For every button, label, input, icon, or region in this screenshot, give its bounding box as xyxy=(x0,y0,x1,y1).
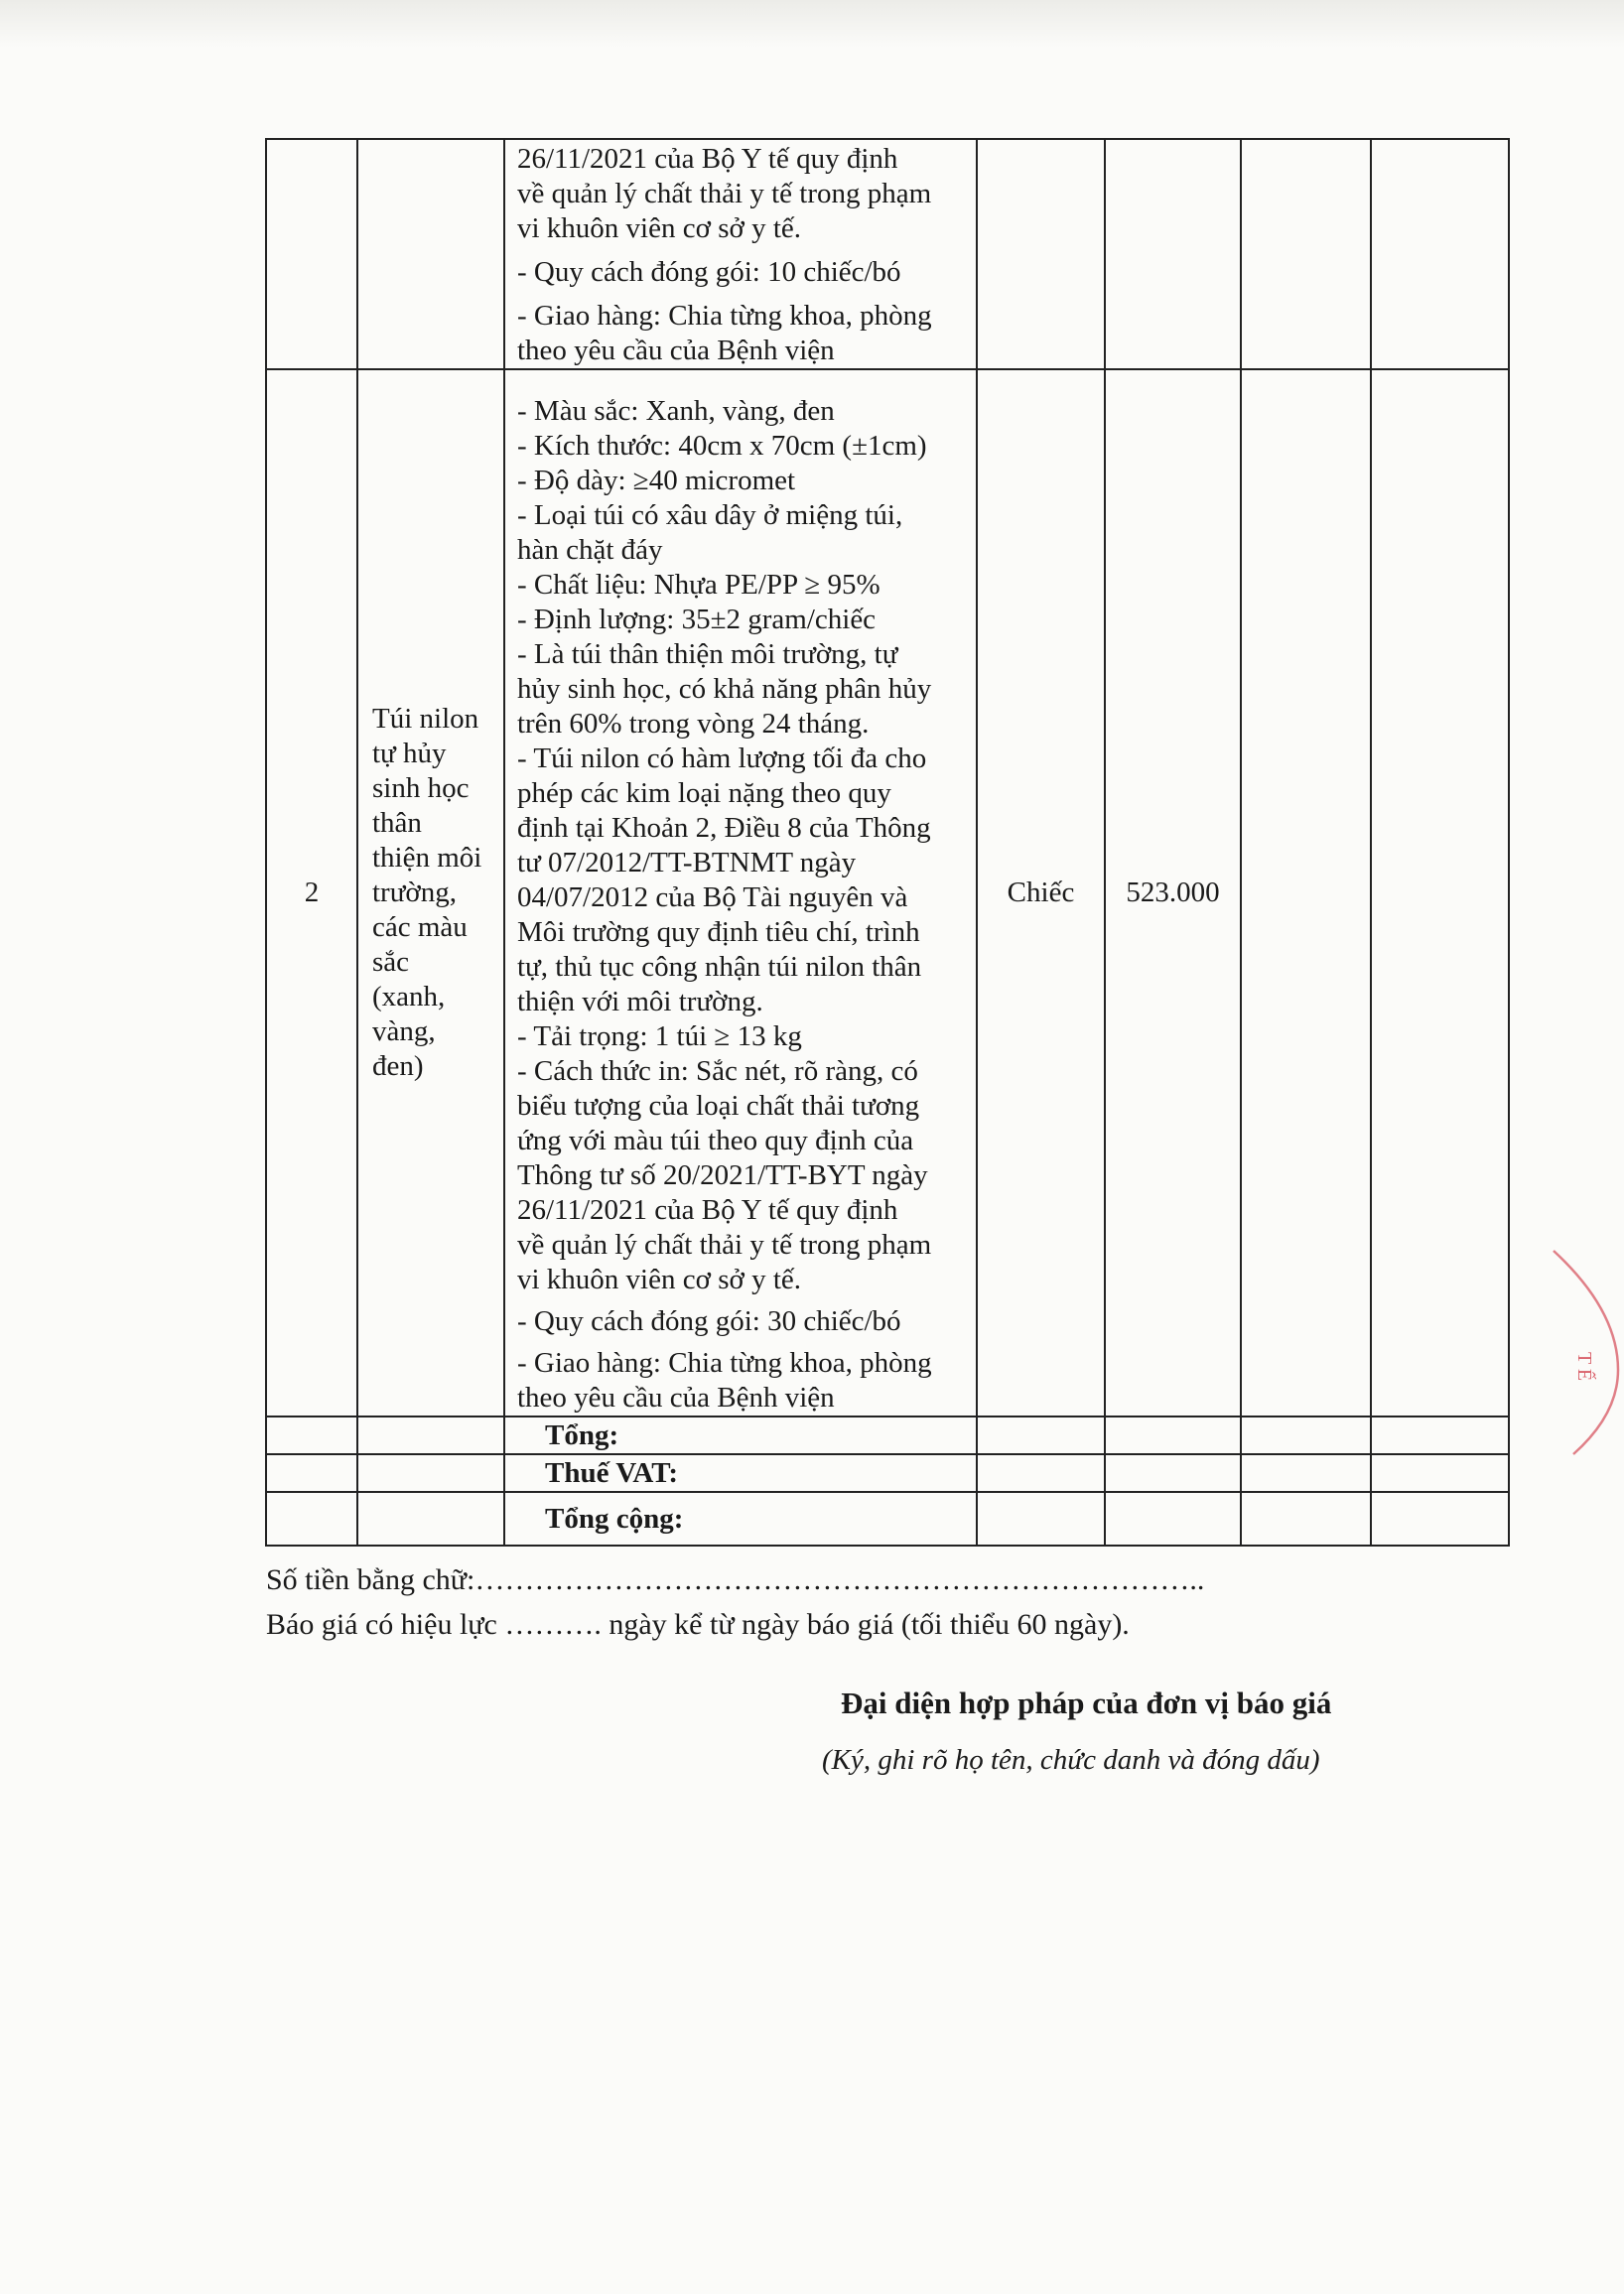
quotation-table xyxy=(265,138,1510,1547)
spec-line: Môi trường quy định tiêu chí, trình xyxy=(517,916,920,948)
spec-line: tư 07/2012/TT-BTNMT ngày xyxy=(517,847,857,878)
grand-total-row xyxy=(266,1492,1509,1546)
spec-line: định tại Khoản 2, Điều 8 của Thông xyxy=(517,812,931,844)
grand-total-label: Tổng cộng: xyxy=(504,1492,977,1546)
spec-line: hàn chặt đáy xyxy=(517,534,663,566)
spec-line: - Giao hàng: Chia từng khoa, phòng xyxy=(517,1347,932,1379)
item-name-line: sinh học xyxy=(372,772,470,804)
spec-line: - Túi nilon có hàm lượng tối đa cho xyxy=(517,742,927,774)
item-name-line: đen) xyxy=(372,1050,424,1082)
item-name-line: (xanh, xyxy=(372,981,446,1012)
unit-price-cell xyxy=(1241,369,1371,1417)
spec-cell xyxy=(504,139,977,369)
spec-line: - Độ dày: ≥40 micromet xyxy=(517,465,796,496)
amount-cell xyxy=(1371,139,1509,369)
spec-line: - Giao hàng: Chia từng khoa, phòng xyxy=(517,300,932,332)
spec-line: về quản lý chất thải y tế trong phạm xyxy=(517,1229,932,1261)
item-name-line: sắc xyxy=(372,946,410,978)
unit-cell: Chiếc xyxy=(977,369,1105,1417)
vat-row xyxy=(266,1454,1509,1492)
spec-line: - Tải trọng: 1 túi ≥ 13 kg xyxy=(517,1020,802,1052)
vat-label: Thuế VAT: xyxy=(504,1454,977,1492)
item-name-cell xyxy=(357,369,504,1417)
quantity-cell xyxy=(1105,139,1241,369)
spec-line: - Quy cách đóng gói: 30 chiếc/bó xyxy=(517,1305,901,1337)
spec-line: hủy sinh học, có khả năng phân hủy xyxy=(517,673,932,705)
unit-price-cell xyxy=(1241,139,1371,369)
spec-line: vi khuôn viên cơ sở y tế. xyxy=(517,1264,801,1295)
stt-cell: 2 xyxy=(266,369,357,1417)
red-stamp-fragment xyxy=(1549,1241,1624,1459)
spec-line: - Là túi thân thiện môi trường, tự xyxy=(517,638,898,670)
signer-note: (Ký, ghi rõ họ tên, chức danh và đóng dấu) xyxy=(822,1744,1320,1776)
spec-line: tự, thủ tục công nhận túi nilon thân xyxy=(517,951,922,983)
amount-cell xyxy=(1371,369,1509,1417)
spec-line: Thông tư số 20/2021/TT-BYT ngày xyxy=(517,1159,928,1191)
spec-line: - Quy cách đóng gói: 10 chiếc/bó xyxy=(517,256,901,288)
item-name-line: trường, xyxy=(372,877,458,908)
spec-line: - Cách thức in: Sắc nét, rõ ràng, có xyxy=(517,1055,918,1087)
item-name-line: các màu xyxy=(372,911,468,943)
unit-cell xyxy=(977,139,1105,369)
item-name-cell xyxy=(357,139,504,369)
item-name-line: tự hủy xyxy=(372,738,447,769)
spec-line: biểu tượng của loại chất thải tương xyxy=(517,1090,920,1122)
spec-line: - Màu sắc: Xanh, vàng, đen xyxy=(517,395,835,427)
spec-line: 26/11/2021 của Bộ Y tế quy định xyxy=(517,1194,898,1226)
table-row xyxy=(266,139,1509,369)
spec-line: phép các kim loại nặng theo quy xyxy=(517,777,891,809)
spec-line: - Định lượng: 35±2 gram/chiếc xyxy=(517,604,877,635)
spec-line: - Loại túi có xâu dây ở miệng túi, xyxy=(517,499,903,531)
spec-line: thiện với môi trường. xyxy=(517,986,763,1017)
item-name-line: Túi nilon xyxy=(372,703,479,735)
stt-cell xyxy=(266,139,357,369)
spec-line: ứng với màu túi theo quy định của xyxy=(517,1125,914,1156)
scan-edge-shadow xyxy=(0,0,1624,48)
item-name-line: thân xyxy=(372,807,422,839)
total-label: Tổng: xyxy=(504,1417,977,1454)
spec-line: trên 60% trong vòng 24 tháng. xyxy=(517,708,870,740)
signer-title: Đại diện hợp pháp của đơn vị báo giá xyxy=(841,1686,1332,1720)
spec-cell xyxy=(504,369,977,1417)
spec-line: - Kích thước: 40cm x 70cm (±1cm) xyxy=(517,430,927,462)
item-name-line: vàng, xyxy=(372,1015,436,1047)
spec-line: theo yêu cầu của Bệnh viện xyxy=(517,335,835,366)
spec-line: 26/11/2021 của Bộ Y tế quy định xyxy=(517,143,898,175)
stamp-text: T Ế xyxy=(1573,1352,1595,1382)
spec-line: theo yêu cầu của Bệnh viện xyxy=(517,1382,835,1414)
spec-line: 04/07/2012 của Bộ Tài nguyên và xyxy=(517,881,908,913)
validity-note: Báo giá có hiệu lực ………. ngày kể từ ngày báo giá (tối thiểu 60 ngày). xyxy=(266,1608,1130,1641)
item-name-line: thiện môi xyxy=(372,842,482,874)
spec-line: vi khuôn viên cơ sở y tế. xyxy=(517,212,801,244)
total-row xyxy=(266,1417,1509,1454)
amount-in-words: Số tiền bằng chữ:……………………………………………………………….. xyxy=(266,1563,1205,1596)
spec-line: - Chất liệu: Nhựa PE/PP ≥ 95% xyxy=(517,569,880,601)
quantity-cell: 523.000 xyxy=(1105,369,1241,1417)
spec-line: về quản lý chất thải y tế trong phạm xyxy=(517,178,932,209)
table-row xyxy=(266,369,1509,1417)
